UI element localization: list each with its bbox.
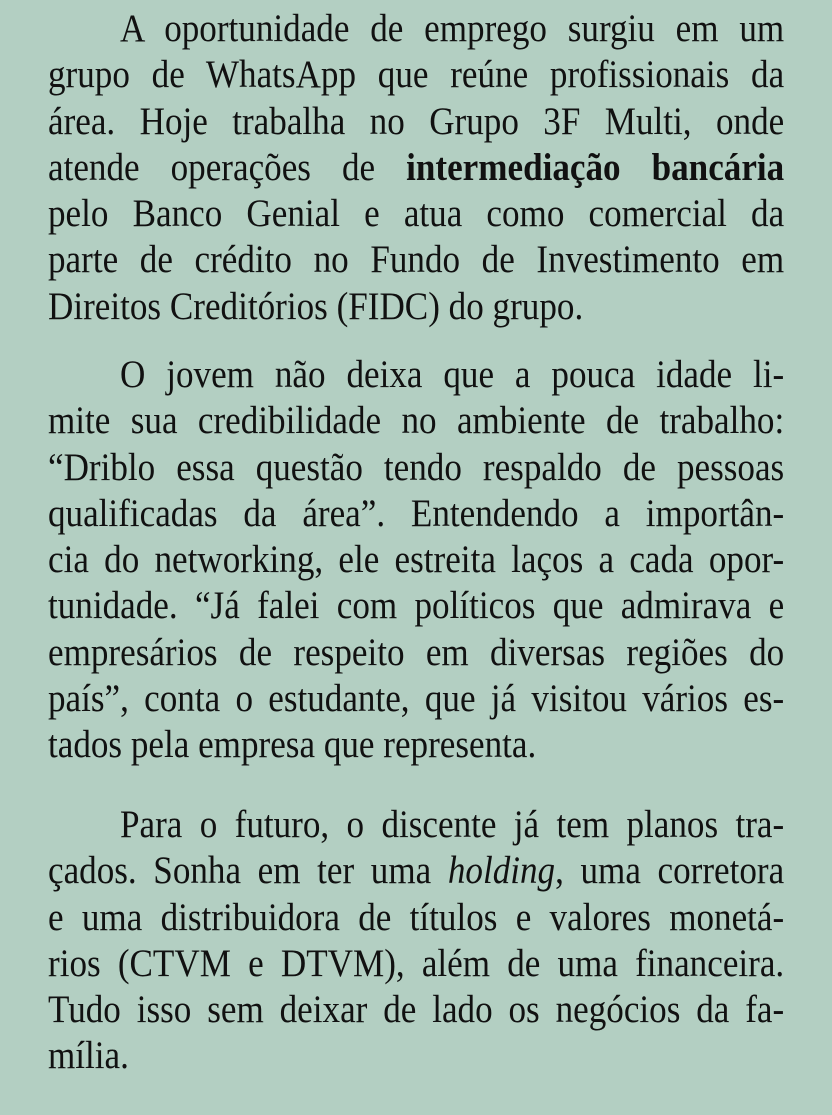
text-segment: Para o futuro, o discente já tem planos tra- — [120, 803, 785, 846]
text-line — [48, 537, 784, 583]
text-segment: rios (CTVM e DTVM), além de uma financeira. — [48, 941, 785, 985]
text-segment: tunidade. “Já falei com políticos que admirava e — [48, 584, 785, 628]
text-segment: pelo Banco Genial e atua como comercial da — [48, 192, 785, 236]
text-line — [48, 99, 784, 145]
text-segment: qualificadas da área”. Entendendo a importân- — [48, 491, 785, 535]
text-line — [48, 52, 784, 98]
text-segment: grupo de WhatsApp que reúne profissionais da — [48, 53, 785, 97]
paragraph-job-opportunity — [48, 6, 784, 330]
text-segment: A oportunidade de emprego surgiu em um — [120, 7, 785, 50]
text-segment: mília. — [48, 1034, 129, 1078]
text-segment: mite sua credibilidade no ambiente de trabalho: — [48, 399, 785, 443]
text-line — [48, 722, 784, 768]
text-segment: tados pela empresa que representa. — [48, 723, 537, 767]
bold-text: intermediação bancária — [406, 145, 785, 189]
text-segment: “Driblo essa questão tendo respaldo de pessoas — [48, 445, 785, 489]
text-segment: atende operações de — [48, 145, 407, 189]
text-line — [48, 145, 784, 191]
text-line — [48, 237, 784, 283]
text-segment: cia do networking, ele estreita laços a cada opor- — [48, 538, 785, 582]
text-segment: Tudo isso sem deixar de lado os negócios da fa- — [48, 988, 785, 1032]
text-line — [48, 941, 784, 987]
text-line — [48, 848, 784, 894]
text-line — [48, 284, 784, 330]
text-segment: empresários de respeito em diversas regiões do — [48, 630, 785, 674]
paragraph-future-plans — [48, 802, 784, 1080]
text-line — [48, 583, 784, 629]
text-line — [48, 191, 784, 237]
text-line — [48, 491, 784, 537]
text-line — [48, 352, 784, 398]
text-line — [48, 895, 784, 941]
text-segment: , uma corretora — [555, 849, 785, 893]
text-segment: O jovem não deixa que a pouca idade li- — [120, 353, 785, 396]
text-segment: área. Hoje trabalha no Grupo 3F Multi, onde — [48, 99, 785, 143]
italic-text: holding — [447, 849, 556, 893]
paragraph-credibility — [48, 352, 784, 769]
text-segment: país”, conta o estudante, que já visitou vários es- — [48, 677, 785, 721]
text-line — [48, 802, 784, 848]
text-line — [48, 6, 784, 52]
text-line — [48, 398, 784, 444]
text-line — [48, 987, 784, 1033]
text-line — [48, 445, 784, 491]
text-line — [48, 1033, 784, 1079]
text-line — [48, 676, 784, 722]
text-segment: çados. Sonha em ter uma — [48, 849, 448, 893]
text-segment: parte de crédito no Fundo de Investimento em — [48, 238, 785, 282]
text-segment: Direitos Creditórios (FIDC) do grupo. — [48, 284, 584, 328]
text-segment: e uma distribuidora de títulos e valores monetá- — [48, 895, 785, 939]
text-line — [48, 630, 784, 676]
